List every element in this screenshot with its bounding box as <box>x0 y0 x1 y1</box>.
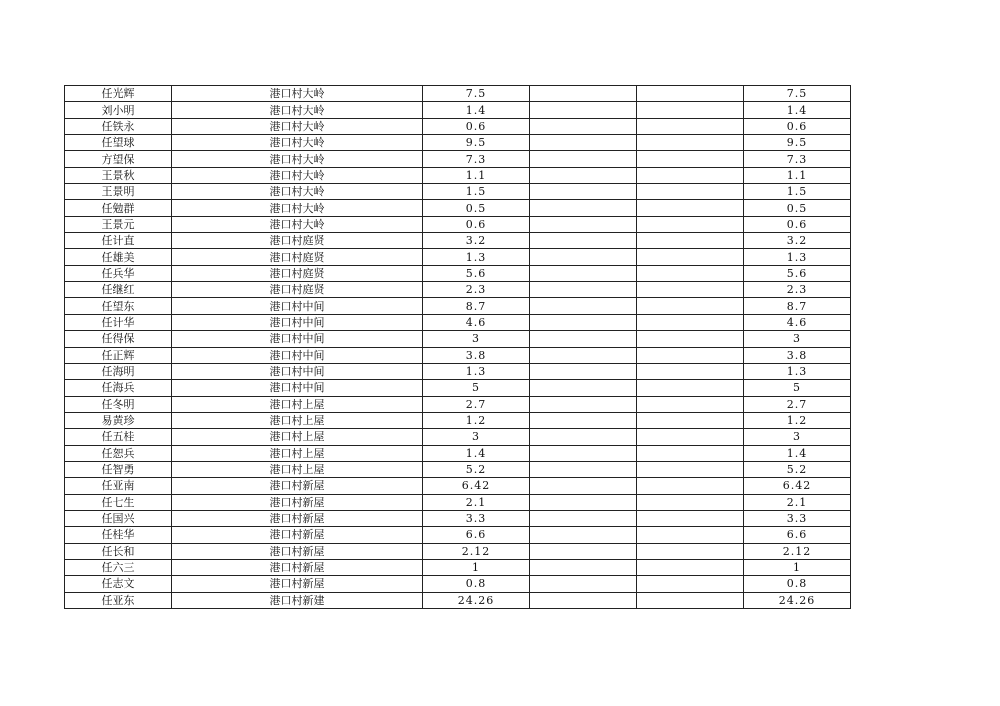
table-row <box>65 86 851 102</box>
empty-cell[interactable] <box>530 135 637 151</box>
empty-cell[interactable] <box>637 216 744 232</box>
empty-cell[interactable] <box>637 135 744 151</box>
total-cell[interactable]: 8.7 <box>744 298 851 314</box>
empty-cell[interactable] <box>637 429 744 445</box>
empty-cell[interactable] <box>637 363 744 379</box>
empty-cell[interactable] <box>530 184 637 200</box>
table-row <box>65 167 851 183</box>
empty-cell[interactable] <box>637 249 744 265</box>
empty-cell[interactable] <box>637 543 744 559</box>
total-cell[interactable]: 1.3 <box>744 363 851 379</box>
data-table <box>64 85 851 609</box>
area-cell[interactable]: 7.3 <box>423 151 530 167</box>
empty-cell[interactable] <box>530 559 637 575</box>
location-cell[interactable]: 港口村大岭 <box>172 135 423 151</box>
total-cell[interactable]: 3.8 <box>744 347 851 363</box>
empty-cell[interactable] <box>637 331 744 347</box>
empty-cell[interactable] <box>637 396 744 412</box>
empty-cell[interactable] <box>530 527 637 543</box>
empty-cell[interactable] <box>637 118 744 134</box>
total-cell[interactable]: 1.1 <box>744 167 851 183</box>
name-cell[interactable]: 任得保 <box>65 331 172 347</box>
location-cell[interactable]: 港口村新屋 <box>172 527 423 543</box>
total-cell[interactable]: 3 <box>744 331 851 347</box>
location-cell[interactable]: 港口村新屋 <box>172 543 423 559</box>
area-cell[interactable]: 3.3 <box>423 510 530 526</box>
total-cell[interactable]: 0.8 <box>744 576 851 592</box>
area-cell[interactable]: 2.12 <box>423 543 530 559</box>
area-cell[interactable]: 1.3 <box>423 249 530 265</box>
area-cell[interactable]: 1.5 <box>423 184 530 200</box>
table-row <box>65 249 851 265</box>
area-cell[interactable]: 5.6 <box>423 265 530 281</box>
table-row <box>65 118 851 134</box>
location-cell[interactable]: 港口村新屋 <box>172 478 423 494</box>
name-cell[interactable]: 任铁永 <box>65 118 172 134</box>
total-cell[interactable]: 5 <box>744 380 851 396</box>
table-row <box>65 576 851 592</box>
empty-cell[interactable] <box>637 265 744 281</box>
name-cell[interactable]: 任继红 <box>65 282 172 298</box>
empty-cell[interactable] <box>530 86 637 102</box>
area-cell[interactable]: 3 <box>423 331 530 347</box>
empty-cell[interactable] <box>637 151 744 167</box>
empty-cell[interactable] <box>530 347 637 363</box>
empty-cell[interactable] <box>637 184 744 200</box>
empty-cell[interactable] <box>637 233 744 249</box>
total-cell[interactable]: 3 <box>744 429 851 445</box>
name-cell[interactable]: 任冬明 <box>65 396 172 412</box>
empty-cell[interactable] <box>530 494 637 510</box>
table-row <box>65 527 851 543</box>
area-cell[interactable]: 0.8 <box>423 576 530 592</box>
area-cell[interactable]: 6.6 <box>423 527 530 543</box>
empty-cell[interactable] <box>530 331 637 347</box>
location-cell[interactable]: 港口村大岭 <box>172 184 423 200</box>
table-row <box>65 412 851 428</box>
table-row <box>65 543 851 559</box>
empty-cell[interactable] <box>530 314 637 330</box>
location-cell[interactable]: 港口村大岭 <box>172 151 423 167</box>
area-cell[interactable]: 8.7 <box>423 298 530 314</box>
location-cell[interactable]: 港口村中间 <box>172 363 423 379</box>
total-cell[interactable]: 2.1 <box>744 494 851 510</box>
empty-cell[interactable] <box>637 282 744 298</box>
table-row <box>65 380 851 396</box>
empty-cell[interactable] <box>530 363 637 379</box>
area-cell[interactable]: 1 <box>423 559 530 575</box>
area-cell[interactable]: 2.3 <box>423 282 530 298</box>
empty-cell[interactable] <box>637 167 744 183</box>
name-cell[interactable]: 任长和 <box>65 543 172 559</box>
name-cell[interactable]: 王景元 <box>65 216 172 232</box>
total-cell[interactable]: 1.5 <box>744 184 851 200</box>
location-cell[interactable]: 港口村上屋 <box>172 461 423 477</box>
table-row <box>65 363 851 379</box>
name-cell[interactable]: 任计直 <box>65 233 172 249</box>
location-cell[interactable]: 港口村新屋 <box>172 494 423 510</box>
name-cell[interactable]: 任望球 <box>65 135 172 151</box>
location-cell[interactable]: 港口村新建 <box>172 592 423 608</box>
empty-cell[interactable] <box>637 86 744 102</box>
location-cell[interactable]: 港口村大岭 <box>172 86 423 102</box>
name-cell[interactable]: 王景明 <box>65 184 172 200</box>
empty-cell[interactable] <box>637 527 744 543</box>
location-cell[interactable]: 港口村新屋 <box>172 510 423 526</box>
total-cell[interactable]: 7.3 <box>744 151 851 167</box>
table-row <box>65 478 851 494</box>
location-cell[interactable]: 港口村中间 <box>172 331 423 347</box>
name-cell[interactable]: 任亚南 <box>65 478 172 494</box>
empty-cell[interactable] <box>530 167 637 183</box>
total-cell[interactable]: 0.6 <box>744 216 851 232</box>
area-cell[interactable]: 9.5 <box>423 135 530 151</box>
empty-cell[interactable] <box>637 314 744 330</box>
location-cell[interactable]: 港口村新屋 <box>172 576 423 592</box>
total-cell[interactable]: 7.5 <box>744 86 851 102</box>
location-cell[interactable]: 港口村中间 <box>172 380 423 396</box>
area-cell[interactable]: 1.2 <box>423 412 530 428</box>
table-row <box>65 200 851 216</box>
table-row <box>65 396 851 412</box>
area-cell[interactable]: 4.6 <box>423 314 530 330</box>
area-cell[interactable]: 5 <box>423 380 530 396</box>
empty-cell[interactable] <box>530 592 637 608</box>
empty-cell[interactable] <box>637 461 744 477</box>
name-cell[interactable]: 任七生 <box>65 494 172 510</box>
total-cell[interactable]: 1.4 <box>744 102 851 118</box>
empty-cell[interactable] <box>530 298 637 314</box>
area-cell[interactable]: 3.8 <box>423 347 530 363</box>
empty-cell[interactable] <box>530 478 637 494</box>
location-cell[interactable]: 港口村庭贤 <box>172 249 423 265</box>
area-cell[interactable]: 1.4 <box>423 445 530 461</box>
name-cell[interactable]: 任恕兵 <box>65 445 172 461</box>
empty-cell[interactable] <box>637 200 744 216</box>
name-cell[interactable]: 任雄美 <box>65 249 172 265</box>
area-cell[interactable]: 1.4 <box>423 102 530 118</box>
empty-cell[interactable] <box>637 445 744 461</box>
empty-cell[interactable] <box>530 233 637 249</box>
table-row <box>65 233 851 249</box>
empty-cell[interactable] <box>637 412 744 428</box>
total-cell[interactable]: 24.26 <box>744 592 851 608</box>
empty-cell[interactable] <box>530 216 637 232</box>
location-cell[interactable]: 港口村庭贤 <box>172 282 423 298</box>
name-cell[interactable]: 任志文 <box>65 576 172 592</box>
empty-cell[interactable] <box>530 412 637 428</box>
name-cell[interactable]: 任勉群 <box>65 200 172 216</box>
empty-cell[interactable] <box>637 494 744 510</box>
table-row <box>65 331 851 347</box>
total-cell[interactable]: 2.12 <box>744 543 851 559</box>
location-cell[interactable]: 港口村庭贤 <box>172 265 423 281</box>
table-row <box>65 282 851 298</box>
total-cell[interactable]: 4.6 <box>744 314 851 330</box>
location-cell[interactable]: 港口村大岭 <box>172 216 423 232</box>
total-cell[interactable]: 3.2 <box>744 233 851 249</box>
location-cell[interactable]: 港口村上屋 <box>172 445 423 461</box>
table-row <box>65 298 851 314</box>
name-cell[interactable]: 任计华 <box>65 314 172 330</box>
total-cell[interactable]: 1.3 <box>744 249 851 265</box>
table-row <box>65 184 851 200</box>
table-row <box>65 461 851 477</box>
area-cell[interactable]: 6.42 <box>423 478 530 494</box>
total-cell[interactable]: 2.3 <box>744 282 851 298</box>
table-body <box>65 86 851 609</box>
name-cell[interactable]: 王景秋 <box>65 167 172 183</box>
total-cell[interactable]: 0.6 <box>744 118 851 134</box>
empty-cell[interactable] <box>530 445 637 461</box>
table-row <box>65 135 851 151</box>
total-cell[interactable]: 1.2 <box>744 412 851 428</box>
table-row <box>65 494 851 510</box>
area-cell[interactable]: 7.5 <box>423 86 530 102</box>
location-cell[interactable]: 港口村上屋 <box>172 412 423 428</box>
location-cell[interactable]: 港口村中间 <box>172 314 423 330</box>
empty-cell[interactable] <box>530 282 637 298</box>
area-cell[interactable]: 3.2 <box>423 233 530 249</box>
location-cell[interactable]: 港口村大岭 <box>172 102 423 118</box>
empty-cell[interactable] <box>637 380 744 396</box>
empty-cell[interactable] <box>637 576 744 592</box>
location-cell[interactable]: 港口村庭贤 <box>172 233 423 249</box>
total-cell[interactable]: 1.4 <box>744 445 851 461</box>
empty-cell[interactable] <box>530 510 637 526</box>
name-cell[interactable]: 任智勇 <box>65 461 172 477</box>
total-cell[interactable]: 9.5 <box>744 135 851 151</box>
empty-cell[interactable] <box>530 429 637 445</box>
total-cell[interactable]: 5.2 <box>744 461 851 477</box>
table-row <box>65 347 851 363</box>
area-cell[interactable]: 1.1 <box>423 167 530 183</box>
empty-cell[interactable] <box>530 200 637 216</box>
total-cell[interactable]: 3.3 <box>744 510 851 526</box>
table-row <box>65 102 851 118</box>
empty-cell[interactable] <box>637 478 744 494</box>
name-cell[interactable]: 任国兴 <box>65 510 172 526</box>
location-cell[interactable]: 港口村新屋 <box>172 559 423 575</box>
area-cell[interactable]: 2.7 <box>423 396 530 412</box>
empty-cell[interactable] <box>637 347 744 363</box>
table-row <box>65 314 851 330</box>
name-cell[interactable]: 任海明 <box>65 363 172 379</box>
name-cell[interactable]: 任兵华 <box>65 265 172 281</box>
total-cell[interactable]: 2.7 <box>744 396 851 412</box>
empty-cell[interactable] <box>530 461 637 477</box>
empty-cell[interactable] <box>530 576 637 592</box>
empty-cell[interactable] <box>530 151 637 167</box>
area-cell[interactable]: 0.6 <box>423 118 530 134</box>
name-cell[interactable]: 任望东 <box>65 298 172 314</box>
location-cell[interactable]: 港口村中间 <box>172 298 423 314</box>
location-cell[interactable]: 港口村大岭 <box>172 200 423 216</box>
name-cell[interactable]: 刘小明 <box>65 102 172 118</box>
name-cell[interactable]: 易黄珍 <box>65 412 172 428</box>
table-row <box>65 510 851 526</box>
empty-cell[interactable] <box>637 298 744 314</box>
name-cell[interactable]: 任六三 <box>65 559 172 575</box>
table-row <box>65 445 851 461</box>
area-cell[interactable]: 2.1 <box>423 494 530 510</box>
area-cell[interactable]: 0.5 <box>423 200 530 216</box>
table-row <box>65 429 851 445</box>
empty-cell[interactable] <box>530 396 637 412</box>
area-cell[interactable]: 5.2 <box>423 461 530 477</box>
table-row <box>65 559 851 575</box>
empty-cell[interactable] <box>530 118 637 134</box>
total-cell[interactable]: 1 <box>744 559 851 575</box>
empty-cell[interactable] <box>637 559 744 575</box>
empty-cell[interactable] <box>637 510 744 526</box>
area-cell[interactable]: 24.26 <box>423 592 530 608</box>
table-row <box>65 592 851 608</box>
name-cell[interactable]: 任桂华 <box>65 527 172 543</box>
location-cell[interactable]: 港口村大岭 <box>172 167 423 183</box>
name-cell[interactable]: 任正辉 <box>65 347 172 363</box>
spreadsheet-page <box>64 85 851 609</box>
table-row <box>65 151 851 167</box>
total-cell[interactable]: 5.6 <box>744 265 851 281</box>
area-cell[interactable]: 1.3 <box>423 363 530 379</box>
name-cell[interactable]: 任海兵 <box>65 380 172 396</box>
location-cell[interactable]: 港口村上屋 <box>172 429 423 445</box>
location-cell[interactable]: 港口村中间 <box>172 347 423 363</box>
name-cell[interactable]: 任五桂 <box>65 429 172 445</box>
empty-cell[interactable] <box>637 102 744 118</box>
location-cell[interactable]: 港口村大岭 <box>172 118 423 134</box>
empty-cell[interactable] <box>530 380 637 396</box>
empty-cell[interactable] <box>530 102 637 118</box>
table-row <box>65 216 851 232</box>
total-cell[interactable]: 6.6 <box>744 527 851 543</box>
name-cell[interactable]: 方望保 <box>65 151 172 167</box>
name-cell[interactable]: 任亚东 <box>65 592 172 608</box>
total-cell[interactable]: 6.42 <box>744 478 851 494</box>
empty-cell[interactable] <box>530 249 637 265</box>
location-cell[interactable]: 港口村上屋 <box>172 396 423 412</box>
area-cell[interactable]: 3 <box>423 429 530 445</box>
empty-cell[interactable] <box>530 265 637 281</box>
name-cell[interactable]: 任光辉 <box>65 86 172 102</box>
empty-cell[interactable] <box>637 592 744 608</box>
total-cell[interactable]: 0.5 <box>744 200 851 216</box>
empty-cell[interactable] <box>530 543 637 559</box>
table-row <box>65 265 851 281</box>
area-cell[interactable]: 0.6 <box>423 216 530 232</box>
